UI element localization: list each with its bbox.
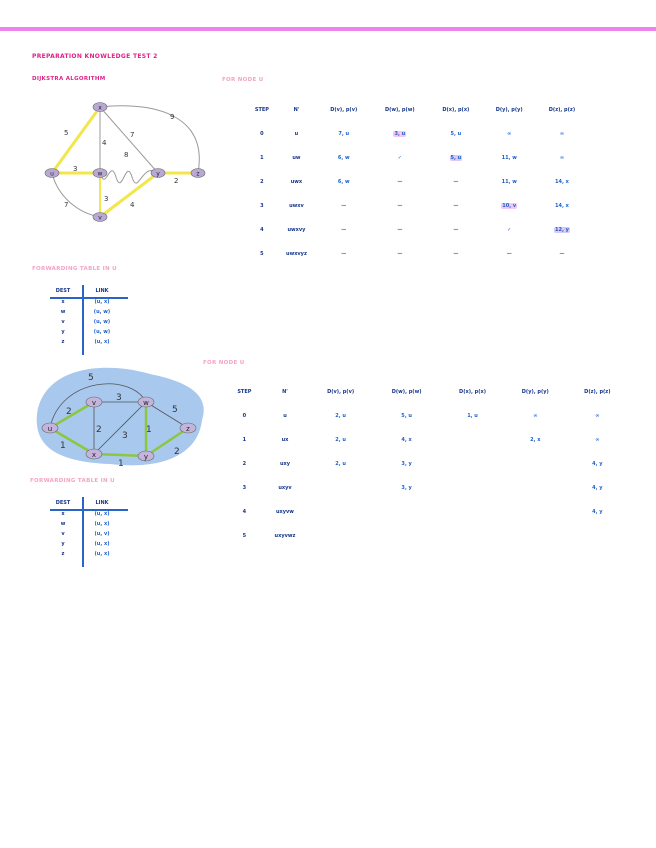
- table-cell: 4: [242, 509, 247, 515]
- forwarding-row: [44, 299, 134, 309]
- table-cell: 2: [260, 179, 264, 185]
- table-cell: 0: [242, 413, 247, 419]
- table-cell: —: [397, 251, 403, 257]
- forwarding-row: [44, 329, 134, 339]
- graph1-edge-label: 7: [130, 131, 135, 139]
- forwarding-table-1: [44, 288, 134, 360]
- table-cell: ∞: [595, 413, 600, 419]
- table-row: [248, 170, 588, 194]
- table-cell: 6, w: [337, 179, 350, 185]
- top-accent-bar: [0, 27, 656, 31]
- graph1-node-y: [151, 169, 165, 178]
- graph1-edge-label: 7: [64, 201, 69, 209]
- graph2-edge-label: 5: [88, 373, 94, 383]
- table-row: [228, 404, 628, 428]
- graph2-edge-label: 3: [122, 431, 128, 441]
- graph2-node-z: [180, 423, 196, 433]
- table-cell: 4, y: [592, 509, 603, 515]
- table-cell: 5, u: [450, 155, 462, 161]
- graph2-node-x: [86, 449, 102, 459]
- graph2-edge-label: 5: [172, 405, 178, 415]
- table-row: [228, 428, 628, 452]
- table-cell: 2, u: [335, 461, 346, 467]
- table-header-cell: D(y), p(y): [495, 107, 523, 113]
- table-cell: ux: [281, 437, 289, 443]
- forwarding-row: [44, 521, 134, 531]
- table-header-cell: D(w), p(w): [391, 389, 422, 395]
- svg-text:v: v: [98, 214, 102, 222]
- forwarding-header-cell: LINK: [95, 288, 109, 294]
- table-cell: uxy: [279, 461, 290, 467]
- graph1-edge-label: 2: [174, 177, 179, 185]
- forwarding-cell: x: [61, 299, 65, 305]
- forwarding2-label: FORWARDING TABLE IN U: [30, 478, 115, 484]
- graph1-tree-edge-v-y: [97, 170, 160, 217]
- graph1-node-z: [191, 169, 205, 178]
- table-cell: 4, y: [592, 461, 603, 467]
- table-row: [248, 122, 588, 146]
- graph1-edge-label: 5: [64, 129, 69, 137]
- table-cell: 3: [260, 203, 264, 209]
- graph1-node-v: [93, 213, 107, 222]
- forwarding-cell: (u, x): [94, 551, 110, 557]
- graph1-edge-u-v: [50, 170, 100, 217]
- table-cell: —: [341, 251, 347, 257]
- table-cell: —: [559, 251, 565, 257]
- graph2-node-u: [42, 423, 58, 433]
- forwarding-cell: (u, x): [94, 541, 110, 547]
- graph1-edge-x-y: [98, 104, 158, 173]
- table-cell: —: [453, 227, 459, 233]
- table-cell: 1: [260, 155, 264, 161]
- table-cell: ∞: [559, 155, 565, 161]
- table-header-cell: D(v), p(v): [330, 107, 358, 113]
- table1-label: FOR NODE U: [222, 77, 264, 83]
- table-cell: 7, u: [338, 131, 350, 137]
- forwarding-cell: z: [61, 551, 65, 557]
- table-cell: —: [453, 203, 459, 209]
- table-cell: 2, u: [335, 437, 346, 443]
- svg-text:z: z: [186, 425, 190, 433]
- graph1-edge-label: 3: [73, 165, 78, 173]
- svg-text:v: v: [91, 399, 97, 407]
- forwarding-cell: y: [61, 329, 65, 335]
- table-cell: —: [453, 251, 459, 257]
- table-header-cell: D(z), p(z): [548, 107, 576, 113]
- forwarding-cell: v: [61, 319, 65, 325]
- table-cell: ✓: [507, 227, 512, 233]
- table-header-cell: D(x), p(x): [442, 107, 470, 113]
- table-cell: ∞: [507, 131, 512, 137]
- forwarding-cell: (u, v): [94, 531, 110, 537]
- forwarding-header-cell: DEST: [55, 500, 71, 506]
- table-header-cell: N': [282, 389, 288, 395]
- table-cell: 11, w: [501, 179, 517, 185]
- graph1-node-u: [45, 169, 59, 178]
- table-row: [228, 452, 628, 476]
- svg-text:u: u: [47, 425, 53, 433]
- table-row: [228, 524, 628, 548]
- forwarding-cell: (u, w): [93, 309, 111, 315]
- table-cell: uw: [292, 155, 301, 161]
- svg-text:u: u: [50, 170, 54, 178]
- forwarding-row: [44, 551, 134, 561]
- svg-text:y: y: [143, 453, 149, 461]
- graph2-edge-label: 1: [60, 441, 66, 451]
- table-row: [248, 146, 588, 170]
- table-header-cell: N': [293, 107, 300, 113]
- table-cell: 5, u: [401, 413, 412, 419]
- table-cell: 14, x: [555, 179, 569, 185]
- graph2-node-v: [86, 397, 102, 407]
- table-cell: 2, u: [335, 413, 346, 419]
- svg-text:y: y: [156, 170, 160, 178]
- svg-text:z: z: [196, 170, 200, 178]
- graph2-edge-label: 2: [66, 407, 72, 417]
- graph1-node-w: [93, 169, 107, 178]
- dijkstra-table-2: [228, 380, 628, 548]
- forwarding-divider-horizontal: [50, 509, 128, 511]
- table-row: [228, 476, 628, 500]
- table-cell: u: [294, 131, 299, 137]
- table-cell: 4, y: [592, 485, 603, 491]
- forwarding-divider-horizontal: [50, 297, 128, 299]
- forwarding-row: [44, 531, 134, 541]
- table2-label: FOR NODE U: [203, 360, 245, 366]
- table-cell: ∞: [533, 413, 538, 419]
- table-cell: 12, y: [555, 227, 569, 233]
- graph1-edge-label: 4: [102, 139, 107, 147]
- table-cell: 2, x: [530, 437, 541, 443]
- table-cell: 3, y: [401, 485, 412, 491]
- forwarding-cell: w: [60, 309, 66, 315]
- table-cell: —: [506, 251, 512, 257]
- forwarding-cell: (u, x): [94, 299, 110, 305]
- table-cell: —: [341, 227, 347, 233]
- forwarding-row: [44, 541, 134, 551]
- svg-text:w: w: [97, 170, 103, 178]
- table-cell: 2: [242, 461, 247, 467]
- table-row: [248, 242, 588, 266]
- forwarding-header-cell: DEST: [55, 288, 71, 294]
- table-cell: 3, y: [401, 461, 412, 467]
- forwarding-cell: y: [61, 541, 65, 547]
- table-cell: —: [397, 227, 403, 233]
- page-title: PREPARATION KNOWLEDGE TEST 2: [32, 53, 158, 60]
- table-header-cell: D(z), p(z): [584, 389, 611, 395]
- forwarding-cell: (u, w): [93, 319, 111, 325]
- table-cell: 1: [242, 437, 247, 443]
- table-cell: —: [341, 203, 347, 209]
- table-cell: 4: [260, 227, 264, 233]
- table-cell: uxyvwz: [274, 533, 296, 539]
- forwarding-cell: z: [61, 339, 65, 345]
- forwarding-divider-vertical: [82, 497, 84, 567]
- table-cell: u: [283, 413, 287, 419]
- forwarding-cell: (u, w): [93, 329, 111, 335]
- table-cell: 5: [242, 533, 247, 539]
- graph2-edge-label: 1: [146, 425, 152, 435]
- graph1-edge-label: 4: [130, 201, 135, 209]
- graph2-node-y: [138, 451, 154, 461]
- forwarding-cell: v: [61, 531, 65, 537]
- table-cell: 5, u: [450, 131, 462, 137]
- graph1-edge-label: 3: [104, 195, 109, 203]
- table-cell: —: [453, 179, 459, 185]
- forwarding-row: [44, 309, 134, 319]
- graph1-diagram: [38, 97, 238, 227]
- forwarding-cell: x: [61, 511, 65, 517]
- table-cell: 3, u: [394, 131, 406, 137]
- forwarding-header-cell: LINK: [95, 500, 109, 506]
- table-cell: 11, w: [501, 155, 517, 161]
- table-cell: 6, w: [337, 155, 350, 161]
- table-row: [228, 500, 628, 524]
- table-cell: 5: [260, 251, 264, 257]
- forwarding-cell: (u, x): [94, 521, 110, 527]
- table-cell: 14, x: [555, 203, 569, 209]
- forwarding-cell: (u, x): [94, 339, 110, 345]
- table-row: [248, 194, 588, 218]
- graph2-node-w: [138, 397, 154, 407]
- table-cell: —: [397, 203, 403, 209]
- forwarding-row: [44, 339, 134, 349]
- table-cell: uwxvyz: [286, 251, 307, 257]
- table-cell: 10, v: [502, 203, 517, 209]
- table-header-cell: D(v), p(v): [327, 389, 355, 395]
- graph2-edge-label: 2: [96, 425, 102, 435]
- graph2-edge-label: 3: [116, 393, 122, 403]
- table-cell: 0: [260, 131, 264, 137]
- section-heading-dijkstra: DIJKSTRA ALGORITHM: [32, 76, 106, 82]
- forwarding-row: [44, 319, 134, 329]
- dijkstra-table-1: [248, 98, 588, 266]
- forwarding-cell: w: [60, 521, 66, 527]
- table-cell: uwxv: [289, 203, 304, 209]
- graph1-tree-edge-u-x: [52, 104, 102, 173]
- forwarding-table-2: [44, 500, 134, 572]
- table-header-cell: D(y), p(y): [521, 389, 549, 395]
- graph2-edge-label: 2: [174, 447, 180, 457]
- svg-text:x: x: [91, 451, 97, 459]
- graph2-diagram: [30, 368, 210, 468]
- table-row: [248, 218, 588, 242]
- table-cell: 1, u: [467, 413, 478, 419]
- table-header-cell: STEP: [254, 107, 269, 113]
- forwarding-row: [44, 511, 134, 521]
- table-cell: ∞: [595, 437, 600, 443]
- table-cell: ∞: [559, 131, 565, 137]
- table-cell: uwxvy: [287, 227, 306, 233]
- table-header-cell: D(x), p(x): [459, 389, 487, 395]
- svg-text:w: w: [143, 399, 149, 407]
- graph1-edge-label: 8: [124, 151, 129, 159]
- forwarding-cell: (u, x): [94, 511, 110, 517]
- table-cell: 3: [242, 485, 247, 491]
- table-cell: uxyvw: [276, 509, 294, 515]
- svg-text:9: 9: [170, 113, 175, 121]
- table-header-cell: D(w), p(w): [384, 107, 415, 113]
- table-cell: ✓: [397, 155, 402, 161]
- forwarding1-label: FORWARDING TABLE IN U: [32, 266, 117, 272]
- svg-text:x: x: [98, 104, 102, 112]
- table-cell: 4, x: [401, 437, 412, 443]
- table-header-cell: STEP: [237, 389, 252, 395]
- graph2-edge-label: 1: [118, 459, 124, 469]
- forwarding-divider-vertical: [82, 285, 84, 355]
- table-cell: —: [397, 179, 403, 185]
- graph1-node-x: [93, 103, 107, 112]
- table-cell: uxyv: [278, 485, 292, 491]
- table-cell: uwx: [290, 179, 303, 185]
